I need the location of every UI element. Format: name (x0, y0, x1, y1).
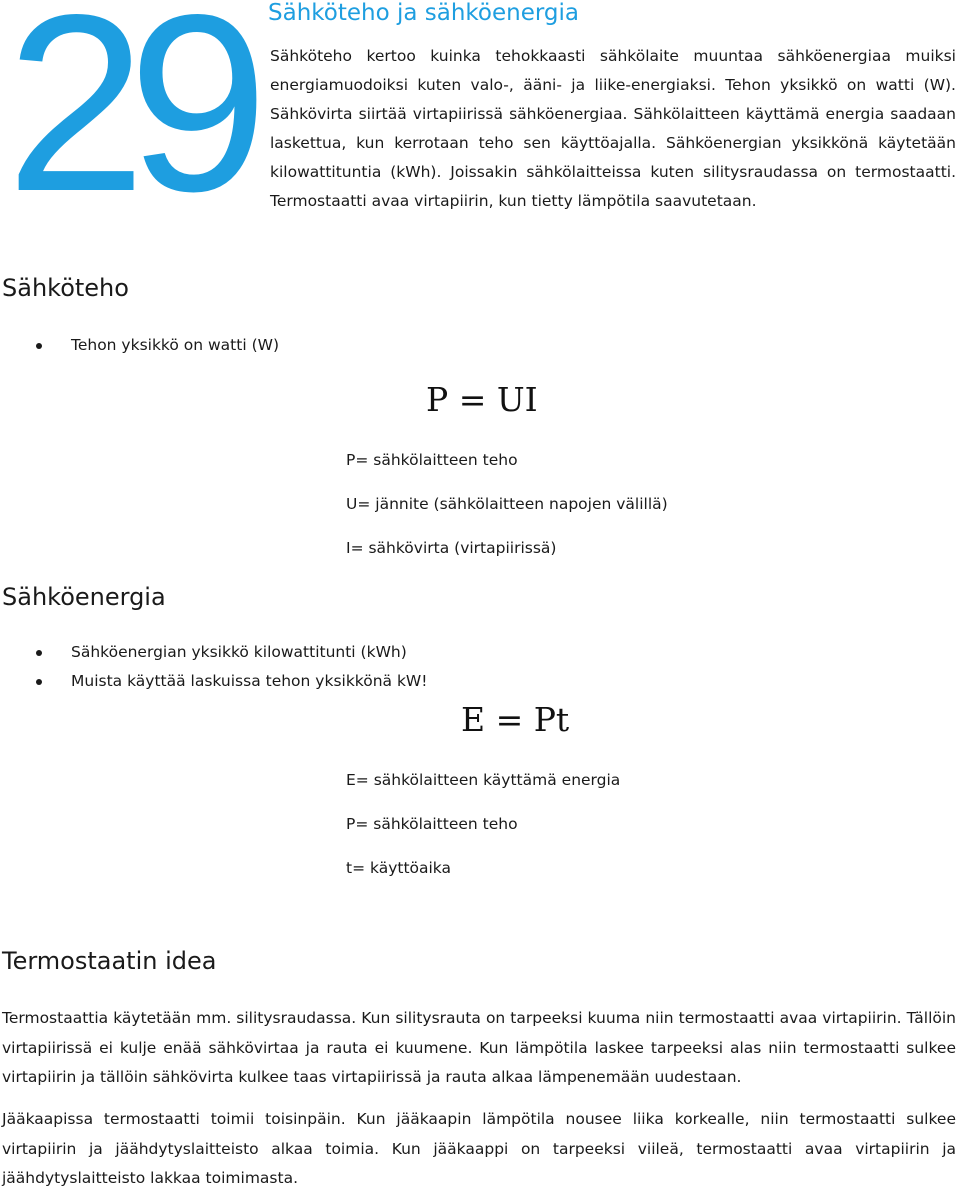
thermostat-paragraph: Jääkaapissa termostaatti toimii toisinpäin. Kun jääkaapin lämpötila nousee liika korkealle, niin termostaatti sulkee virtapiirin ja jäähdytyslaitteisto alkaa toimia. Kun jääkaappi on tarpeeksi viileä, termostaatti avaa virtapiirin ja jäähdytyslaitteisto lakkaa toimimasta. (2, 1110, 956, 1187)
thermostat-paragraph: Termostaattia käytetään mm. silitysraudassa. Kun silitysrauta on tarpeeksi kuuma niin termostaatti avaa virtapiirin. Tällöin virtapiirissä ei kulje enää sähkövirtaa ja rauta ei kuumene. Kun lämpötila laskee tarpeeksi alas niin termostaatti sulkee virtapiirin ja tällöin sähkövirta kulkee taas virtapiirissä ja rauta alkaa lämpenemään uudestaan. (2, 1009, 956, 1086)
chapter-number: 29 (6, 0, 251, 244)
definition-e: E= sähkölaitteen käyttämä energia (346, 771, 621, 789)
intro-paragraph: Sähköteho kertoo kuinka tehokkaasti sähkölaite muuntaa sähköenergiaa muiksi energiamuodoiksi kuten valo-, ääni- ja liike-energiaksi. Tehon yksikkö on watti (W). Sähkövirta siirtää virtapiirissä sähköenergiaa. Sähkölaitteen käyttämä energia saadaan laskettua, kun kerrotaan teho sen käyttöajalla. Sähköenergian yksikkönä käytetään kilowattituntia (kWh). Joissakin sähkölaitteissa kuten silitysraudassa on termostaatti. Termostaatti avaa virtapiirin, kun tietty lämpötila saavutetaan. (270, 47, 956, 210)
energy-formula: E = Pt (461, 700, 570, 739)
definition-t: t= käyttöaika (346, 859, 452, 877)
definition-u: U= jännite (sähkölaitteen napojen välillä) (346, 495, 668, 513)
list-item: Tehon yksikkö on watti (W) (0, 331, 279, 360)
definition-p: P= sähkölaitteen teho (346, 815, 518, 833)
power-formula: P = UI (426, 380, 538, 419)
list-item: Muista käyttää laskuissa tehon yksikkönä kW! (0, 667, 427, 696)
chapter-title: Sähköteho ja sähköenergia (268, 0, 580, 26)
definition-p: P= sähkölaitteen teho (346, 451, 518, 469)
list-item: Sähköenergian yksikkö kilowattitunti (kWh) (0, 638, 427, 667)
section-heading-energy: Sähköenergia (2, 583, 166, 611)
section-heading-power: Sähköteho (2, 274, 129, 302)
power-bullet-list (0, 331, 279, 360)
energy-bullet-list (0, 638, 427, 696)
definition-i: I= sähkövirta (virtapiirissä) (346, 539, 557, 557)
section-heading-thermostat: Termostaatin idea (2, 947, 217, 975)
